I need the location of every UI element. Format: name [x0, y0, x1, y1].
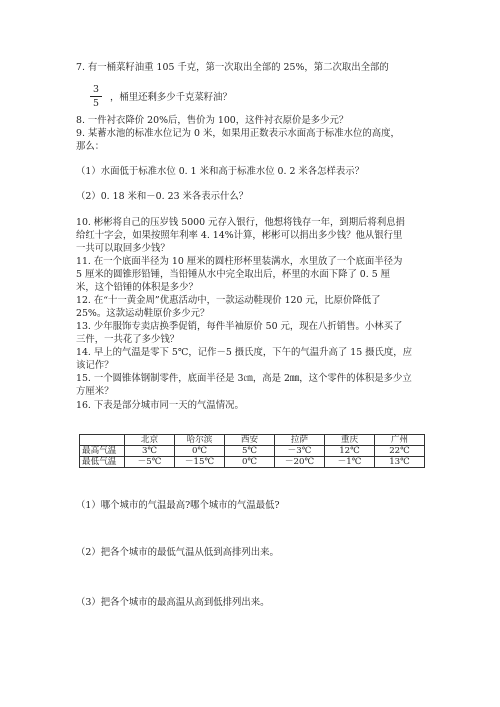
q7-line2: ，桶里还剩多少千克菜籽油？ — [110, 92, 232, 103]
q15-line2: 方厘米？ — [76, 386, 114, 397]
q16-sub2: （2）把各个城市的最低气温从低到高排列出来。 — [76, 547, 279, 558]
q7-line1: 7. 有一桶菜籽油重 105 千克，第一次取出全部的 25%，第二次取出全部的 — [76, 62, 389, 73]
city-header: 北京 — [125, 435, 175, 446]
table-cell: 0℃ — [175, 446, 225, 457]
q9-sub2: （2）0. 18 米和－0. 23 米各表示什么？ — [76, 191, 249, 202]
table-cell: －3℃ — [275, 446, 325, 457]
table-cell: －15℃ — [175, 457, 225, 468]
q11-line1: 11. 在一个底面半径为 10 厘米的圆柱形杯里装满水，水里放了一个底面半径为 — [76, 256, 403, 267]
city-header: 重庆 — [325, 435, 375, 446]
table-cell: 3℃ — [125, 446, 175, 457]
table-cell: 0℃ — [225, 457, 275, 468]
table-header-row — [80, 435, 425, 446]
q8-text: 8. 一件衬衣降价 20%后，售价为 100，这件衬衣原价是多少元？ — [76, 115, 349, 126]
city-header: 西安 — [225, 435, 275, 446]
q14-line1: 14. 早上的气温是零下 5℃，记作－5 摄氏度，下午的气温升高了 15 摄氏度，应 — [76, 347, 413, 358]
city-header: 拉萨 — [275, 435, 325, 446]
q7-fraction-denominator: 5 — [93, 98, 99, 109]
q9-sub1: （1）水面低于标准水位 0. 1 米和高于标准水位 0. 2 米各怎样表示？ — [76, 166, 365, 177]
table-cell: －1℃ — [325, 457, 375, 468]
table-corner-cell — [80, 435, 125, 446]
weather-table — [79, 434, 425, 468]
q11-line3: 米，这个铅锤的体积是多少？ — [76, 282, 198, 293]
table-cell: －5℃ — [125, 457, 175, 468]
q16-intro: 16. 下表是部分城市同一天的气温情况。 — [76, 400, 244, 411]
q13-line1: 13. 少年服饰专卖店换季促销，每件半袖原价 50 元，现在八折销售。小林买了 — [76, 321, 403, 332]
q12-line2: 25%。这款运动鞋原价多少元？ — [76, 308, 210, 319]
row-label: 最低气温 — [80, 457, 125, 468]
table-cell: 12℃ — [325, 446, 375, 457]
table-cell: 5℃ — [225, 446, 275, 457]
q11-line2: 5 厘米的圆锥形铅锤，当铅锤从水中完全取出后，杯里的水面下降了 0. 5 厘 — [76, 269, 391, 280]
q13-line2: 三件，一共花了多少钱？ — [76, 334, 180, 345]
table-row — [80, 457, 425, 468]
q7-fraction — [90, 84, 102, 109]
city-header: 哈尔滨 — [175, 435, 225, 446]
table-row — [80, 446, 425, 457]
q12-line1: 12. 在“十一黄金周”优惠活动中，一款运动鞋现价 120 元，比原价降低了 — [76, 295, 381, 306]
table-cell: －20℃ — [275, 457, 325, 468]
q7-fraction-numerator: 3 — [93, 84, 99, 95]
city-header: 广州 — [375, 435, 425, 446]
table-cell: 22℃ — [375, 446, 425, 457]
q9-line1: 9. 某蓄水池的标准水位记为 0 米，如果用正数表示水面高于标准水位的高度， — [76, 128, 400, 139]
q15-line1: 15. 一个圆锥体钢制零件，底面半径是 3㎝，高是 2㎜，这个零件的体积是多少立 — [76, 373, 412, 384]
q9-line2: 那么： — [76, 141, 105, 152]
q14-line2: 该记作？ — [76, 360, 114, 371]
q10-line2: 给红十字会，如果按照年利率 4. 14%计算，彬彬可以捐出多少钱？他从银行里 — [76, 230, 403, 241]
q16-sub1: （1）哪个城市的气温最高?哪个城市的气温最低? — [76, 500, 280, 511]
q10-line3: 一共可以取回多少钱？ — [76, 243, 170, 254]
fraction-bar — [90, 96, 102, 97]
q10-line1: 10. 彬彬将自己的压岁钱 5000 元存入银行，他想将钱存一年，到期后将利息捐 — [76, 217, 405, 228]
row-label: 最高气温 — [80, 446, 125, 457]
q16-sub3: （3）把各个城市的最高温从高到低排列出来。 — [76, 597, 270, 608]
table-cell: 13℃ — [375, 457, 425, 468]
